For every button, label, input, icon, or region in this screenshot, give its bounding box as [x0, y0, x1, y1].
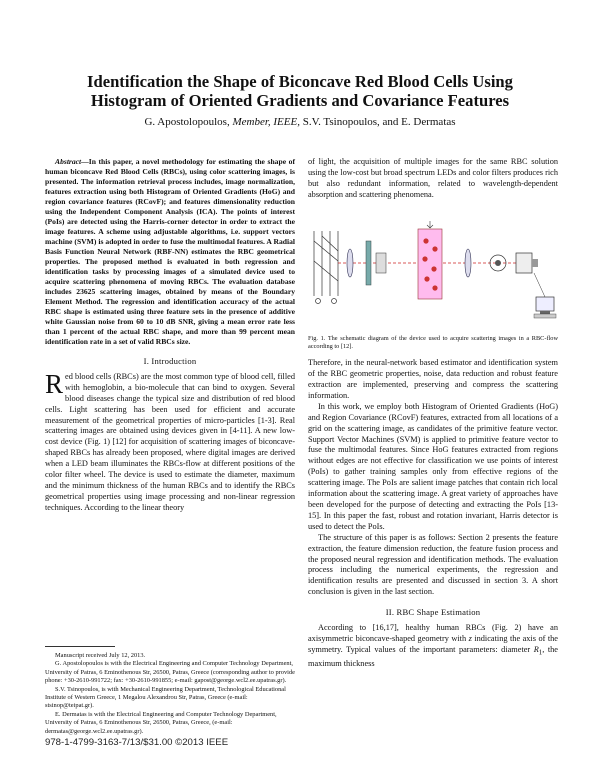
footnote-author-1: G. Apostolopoulos is with the Electrical Engineering and Computer Technology Department, University of Patras, 6 Eminothenous Str, 26500, Patras, Greece (corresponding author to provide phone: +30-2610-991722; fax: +30-2610-991855; e-mail: gapost@george.wcl2.ee.upatras.gr).: [45, 660, 295, 685]
figure-1-caption: Fig. 1. The schematic diagram of the device used to acquire scattering images in a RBC-flow according to [12].: [308, 334, 558, 350]
copyright-line: 978-1-4799-3163-7/13/$31.00 ©2013 IEEE: [45, 737, 229, 748]
authors-pre: G. Apostolopoulos,: [144, 116, 233, 128]
authors-post: S.V. Tsinopoulos, and E. Dermatas: [299, 116, 456, 128]
device-schematic: [308, 201, 558, 333]
right-column: [308, 157, 558, 670]
lens-icon: [347, 249, 353, 277]
right-paragraph-4a: According to [16,17], healthy human RBCs (Fig. 2) have an axisymmetric biconcave-shaped geometry with: [308, 623, 558, 643]
footnote-rule: [45, 646, 115, 647]
footnote-author-2: S.V. Tsinopoulos, is with Mechanical Engineering Department, Technological Educational Institute of Western Greece, 1 Megalou Alexandrou Str, Patras, Greece (e-mail: stsinop@teipat.gr).: [45, 685, 286, 710]
left-column: [45, 157, 295, 514]
figure-1: [308, 201, 558, 333]
intro-dropcap: R: [45, 368, 64, 399]
intro-paragraph: [45, 368, 295, 514]
rbc-flow-channel: [418, 221, 442, 299]
intro-text: ed blood cells (RBCs) are the most common type of blood cell, filled with hemoglobin, a bio-molecule that can bind to oxygen. Several blood diseases change the typical size and distribution of red blood cells. Light scattering has been used for efficient and accurate measurement of the geometrical properties of micro-particles [1-3]. Real scattering images are obtained using devices given in [4-11]. A new low-cost device (Fig. 1) [12] for acquisition of scattering images of biconcave-shaped RBCs has already been proposed, where digital images are derived when a LED beam illuminates the RBCs-flow at different positions of the color filter wheel. The device is used to estimate the diameter, maximum and the minimum thickness of the human RBCs and to identify the RBCs geometrical properties using image processing and non-linear regression techniques. According to the linear theory: [45, 371, 295, 512]
led-array-icon: [314, 231, 338, 304]
right-paragraph-4b: indicating the axis of the symmetry. Typical values of the important parameters: diameter: [308, 633, 558, 654]
title-line-2: Histogram of Oriented Gradients and Covariance Features: [90, 91, 510, 110]
right-paragraph-4c: , the maximum thickness: [308, 644, 558, 669]
abstract-text: —In this paper, a novel methodology for estimating the shape of human biconcave Red Blood Cells (RBCs), using color scattering images, is presented. The information retrieval process includes, image normalization, features extraction using both Histogram of Oriented Gradients (HoG) and region covariance features (RCovF); and features dimensionality reduction using the Independent Component Analysis (ICA). The points of interest (PoIs) are detected using the Harris-corner detector in order to extract the image features. A scheme using adjustable algorithms, i.e. support vectors machine (SVM) is adopted in order to fuse the multimodal features. A Radial Basis Function Neural Network (RBF-NN) estimates the RBC geometrical properties. The proposed method is evaluated in both regression and identification tasks by processing images of a simulated device used to acquire scattering phenomena of moving RBCs. The evaluation database includes 23625 scattering images, obtained by means of the Boundary Element Method. The regression and identification accuracy of the actual RBC shape is estimated using three feature sets in the presence of additive white Gaussian noise from 60 to 10 dB SNR, giving a mean error rate less than 1 percent of the actual RBC shape, and more than 99 percent mean identification rate in a set of valid RBCs size.: [45, 157, 295, 346]
symbol-r: R: [533, 644, 539, 654]
authors-member: Member, IEEE,: [232, 116, 300, 128]
filter-wheel-icon: [366, 241, 386, 285]
lens-icon-2: [465, 249, 471, 277]
section-1-heading: I. Introduction: [143, 356, 197, 366]
abstract: [45, 157, 295, 347]
computer-icon: [534, 273, 556, 318]
right-paragraph-1: Therefore, in the neural-network based estimator and identification system of the RBC geometric properties, noise, data reduction and robust feature extraction are implemented, preserving and compress the scattering information.: [308, 358, 558, 400]
abstract-label: Abstract: [55, 157, 82, 166]
right-paragraph-0: of light, the acquisition of multiple images for the same RBC solution using the low-cost but broad spectrum LEDs and color filters produces rich but also redundant information, related to wavelength-dependent absorption and scattering phenomena.: [308, 157, 558, 199]
section-2-heading: II. RBC Shape Estimation: [385, 607, 481, 618]
symbol-r-subscript: 1: [538, 649, 543, 657]
footnotes: [45, 652, 295, 736]
right-paragraph-2: In this work, we employ both Histogram of Oriented Gradients (HoG) and Region Covariance (RCovF) features, extracted from all locations of a grid on the scattering image, as candidates of the primitive feature vector. Support Vector Machines (SVM) is applied to primitive feature vector to fuse the multimodal features. Since HoG features extracted from regions without edges are not effective for classification we use points of interest (PoIs) to gather training samples only from effective regions of the scattering image. The PoIs are salient image patches that contain rich local information about the scattering image. A great variety of approaches have been developed for the purpose of detecting and extracting the PoIs [13-15]. In this paper the fast, robust and rotation invariant, Harris detector is used to detect the PoIs.: [308, 401, 558, 531]
paper-title: [40, 72, 560, 110]
title-line-1: Identification the Shape of Biconcave Red Blood Cells Using: [87, 72, 513, 91]
camera-icon: [516, 253, 538, 273]
symbol-z: z: [468, 633, 472, 643]
right-paragraph-4: [308, 623, 558, 670]
footnote-author-3: E. Dermatas is with the Electrical Engineering and Computer Technology Department, University of Patras, 6 Eminothenous Str, 26500, Patras, Greece, (e-mail: dermatas@george.wcl2.ee.upatras.gr).: [45, 710, 277, 735]
authors: [40, 116, 560, 128]
right-paragraph-3: The structure of this paper is as follows: Section 2 presents the feature extraction, the feature dimension reduction, the feature fusion process and the proposed neural regression and identification methods. The evaluation process including the numerical experiments, the regression and identification results are presented and discussed in section 3. A short conclusion is given in the last section.: [308, 532, 558, 597]
footnote-received: Manuscript received July 12, 2013.: [55, 652, 146, 659]
